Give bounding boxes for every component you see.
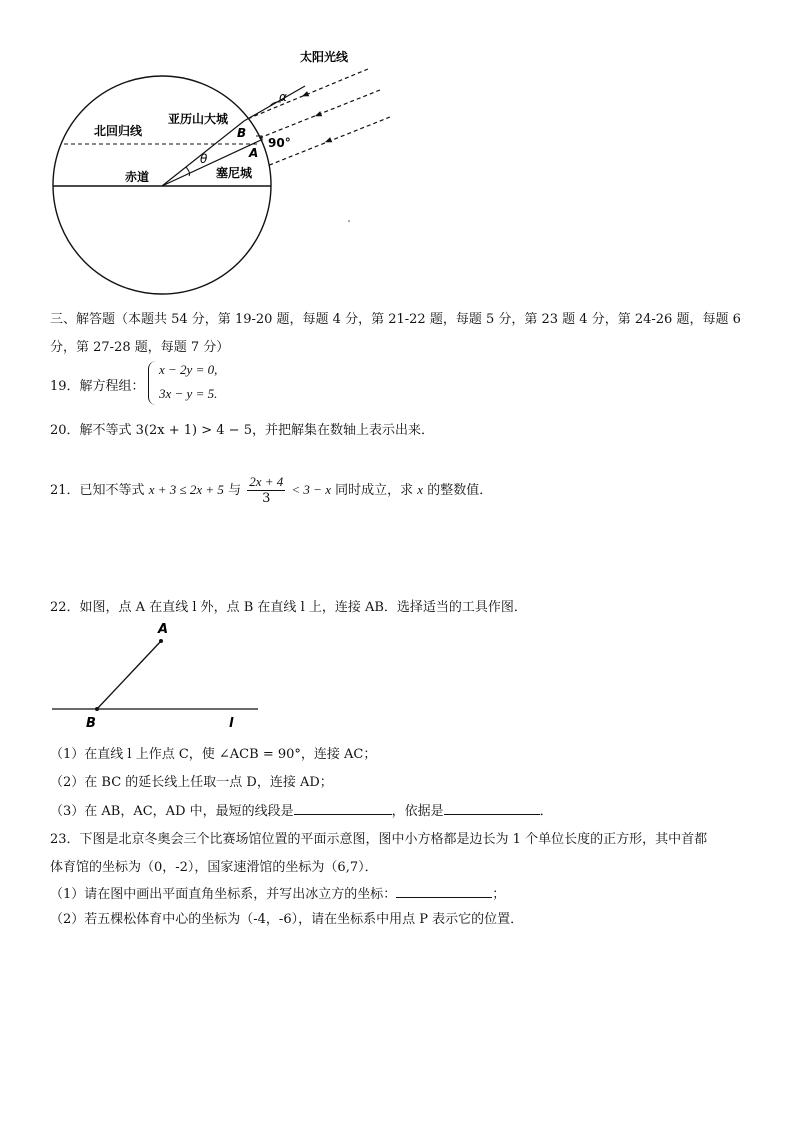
angle-90-label: 90° <box>268 136 291 150</box>
label-b: B <box>86 716 96 731</box>
answer-blank-shortest[interactable] <box>294 802 392 815</box>
point-b-label: B <box>237 126 247 140</box>
q23-line-2: 体育馆的坐标为（0，-2），国家速滑馆的坐标为（6,7）． <box>50 860 378 875</box>
q21-inequality-2: < 3 − x <box>291 482 331 497</box>
sunlight-label: 太阳光线 <box>300 50 349 64</box>
q22-part-3-b: ，依据是 <box>391 804 444 819</box>
point-a <box>159 639 163 643</box>
line-ab-figure <box>0 0 300 740</box>
q23-part-1 <box>50 883 505 902</box>
q21-suffix-2: 的整数值． <box>427 483 493 498</box>
tropic-label: 北回归线 <box>94 124 143 138</box>
q19-prefix: 19．解方程组： <box>50 379 145 394</box>
q19-equation-1: x − 2y = 0, <box>159 362 218 377</box>
answer-blank-reason[interactable] <box>444 802 540 815</box>
q19-equation-2: 3x − y = 5. <box>159 386 218 401</box>
q21-fraction-denominator: 3 <box>262 491 271 506</box>
theta-label: θ <box>200 152 208 166</box>
q21-suffix-1: 同时成立，求 <box>335 483 414 498</box>
q22-part-1: （1）在直线 l 上作点 C，使 ∠ACB = 90°，连接 AC； <box>50 747 377 762</box>
stray-dot <box>348 220 350 222</box>
point-a-label: A <box>249 146 259 160</box>
q22-part-3-a: （3）在 AB，AC，AD 中，最短的线段是 <box>50 804 294 819</box>
label-a: A <box>158 622 169 637</box>
equator-label: 赤道 <box>125 170 150 184</box>
q22-part-3-c: ． <box>539 804 553 819</box>
segment-ab <box>97 641 161 709</box>
point-b <box>95 707 99 711</box>
q23-part-2: （2）若五棵松体育中心的坐标为（-4，-6），请在坐标系中用点 P 表示它的位置． <box>50 912 524 927</box>
section-heading-line1: 三、解答题（本题共 54 分，第 19-20 题，每题 4 分，第 21-22 题，每题 5 分，第 23 题 4 分，第 24-26 题，每题 6 <box>50 312 741 327</box>
section-heading-line2: 分，第 27-28 题，每题 7 分） <box>50 340 230 355</box>
q23-part-1-b: ； <box>492 887 506 902</box>
q21-inequality-1: x + 3 ≤ 2x + 5 <box>148 482 224 497</box>
label-l: l <box>229 716 234 731</box>
q21-variable: x <box>417 482 424 497</box>
q22-part-3 <box>50 800 553 819</box>
q21-prefix: 21．已知不等式 <box>50 483 145 498</box>
q22-stem: 22．如图，点 A 在直线 l 外，点 B 在直线 l 上，连接 AB．选择适当的工具作图． <box>50 600 527 615</box>
q23-part-1-a: （1）请在图中画出平面直角坐标系，并写出冰立方的坐标： <box>50 887 397 902</box>
q21-fraction-numerator: 2x + 4 <box>249 474 284 489</box>
q20-text: 20．解不等式 3(2x + 1) > 4 − 5，并把解集在数轴上表示出来． <box>50 423 434 438</box>
q21-conjunction: 与 <box>228 483 242 498</box>
alpha-label: α <box>279 90 287 104</box>
syene-label: 塞尼城 <box>216 166 253 180</box>
q22-part-2: （2）在 BC 的延长线上任取一点 D，连接 AD； <box>50 775 333 790</box>
q23-line-1: 23．下图是北京冬奥会三个比赛场馆位置的平面示意图，图中小方格都是边长为 1 个单位长度的正方形，其中首都 <box>50 832 708 847</box>
answer-blank-coordinate[interactable] <box>396 885 492 898</box>
alexandria-label: 亚历山大城 <box>168 112 229 126</box>
